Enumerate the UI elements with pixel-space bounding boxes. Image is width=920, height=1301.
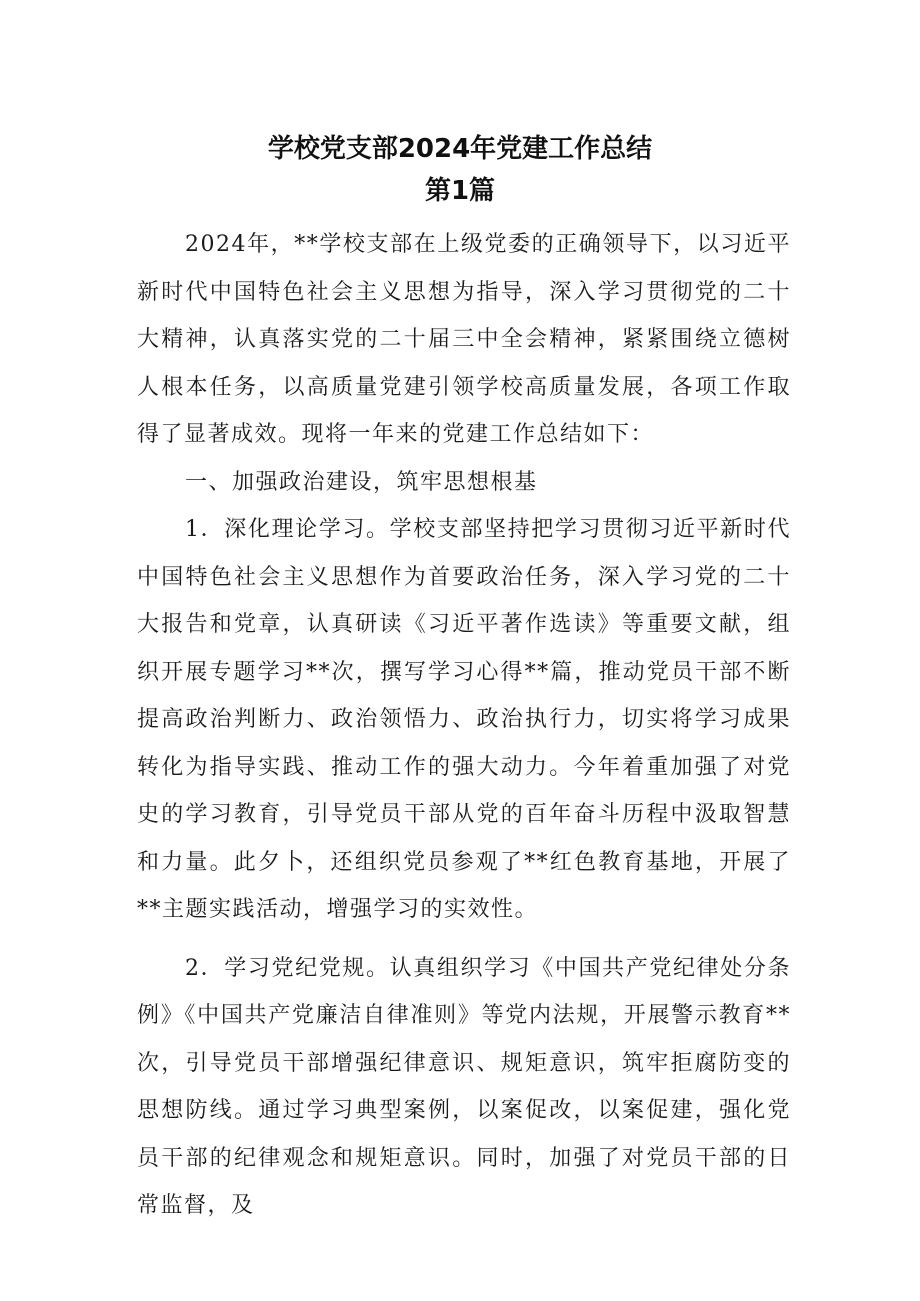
document-body (137, 221, 791, 1230)
paragraph-item-1: 1．深化理论学习。学校支部坚持把学习贯彻习近平新时代中国特色社会主义思想作为首要政治任务，深入学习党的二十大报告和党章，认真研读《习近平著作选读》等重要文献，组织开展专题学习**次，撰写学习心得**篇，推动党员干部不断提高政治判断力、政治领悟力、政治执行力，切实将学习成果转化为指导实践、推动工作的强大动力。今年着重加强了对党史的学习教育，引导党员干部从党的百年奋斗历程中汲取智慧和力量。此夕卜，还组织党员参观了**红色教育基地，开展了**主题实践活动，增强学习的实效性。 (137, 517, 791, 922)
paragraph-item-2: 2．学习党纪党规。认真组织学习《中国共产党纪律处分条例》《中国共产党廉洁自律准则》等党内法规，开展警示教育**次，引导党员干部增强纪律意识、规矩意识，筑牢拒腐防变的思想防线。通过学习典型案例，以案促改，以案促建，强化党员干部的纪律观念和规矩意识。同时，加强了对党员干部的日常监督，及 (137, 955, 791, 1218)
section-heading: 一、加强政治建设，筑牢思想根基 (185, 469, 538, 495)
document-subtitle: 第1篇 (424, 176, 496, 206)
document-title: 学校党支部2024年党建工作总结 (267, 134, 653, 164)
paragraph-intro: 2024年，**学校支部在上级党委的正确领导下，以习近平新时代中国特色社会主义思想为指导，深入学习贯彻党的二十大精神，认真落实党的二十届三中全会精神，紧紧围绕立德树人根本任务，以高质量党建引领学校高质量发展，各项工作取得了显著成效。现将一年来的党建工作总结如下： (137, 232, 791, 447)
